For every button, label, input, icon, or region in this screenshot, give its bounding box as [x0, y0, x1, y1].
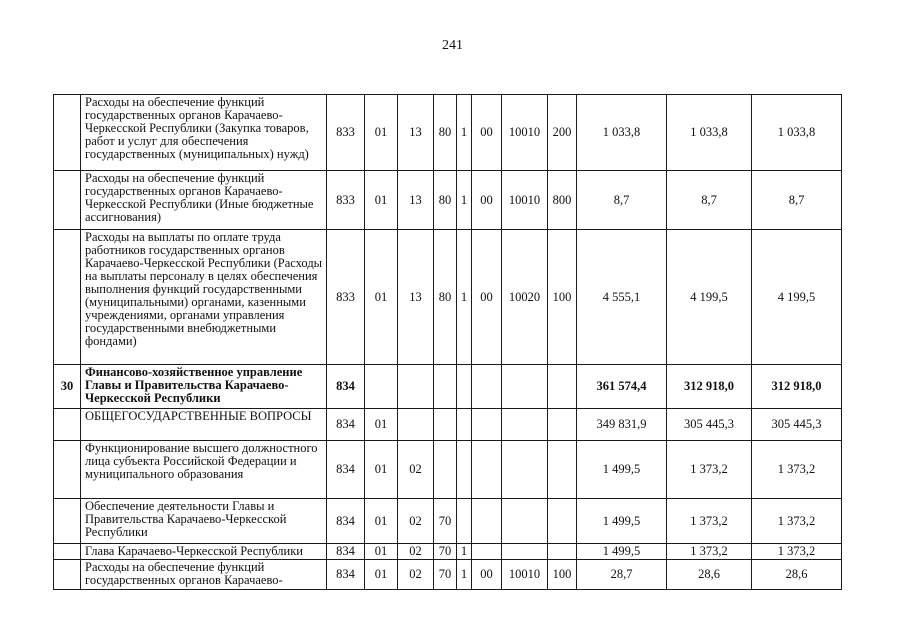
event-code-cell: 00	[472, 171, 502, 230]
expense-type-cell	[548, 409, 577, 441]
row-number-cell	[54, 560, 81, 590]
row-number-cell	[54, 499, 81, 544]
section-code-cell: 01	[365, 560, 398, 590]
program-code-cell	[434, 441, 457, 499]
amount-year1-cell: 1 499,5	[577, 441, 667, 499]
expense-type-cell: 100	[548, 230, 577, 365]
item-name-cell: Расходы на обеспечение функций государственных органов Карачаево-Черкесской Республики (Закупка товаров, работ и услуг для обеспечения государственных (муниципальных) нужд)	[81, 95, 327, 171]
table-row	[54, 230, 842, 365]
section-code-cell: 01	[365, 95, 398, 171]
section-code-cell	[365, 365, 398, 409]
program-code-cell: 80	[434, 171, 457, 230]
subsection-code-cell: 13	[398, 230, 434, 365]
table-row	[54, 171, 842, 230]
amount-year1-cell: 361 574,4	[577, 365, 667, 409]
amount-year3-cell: 305 445,3	[752, 409, 842, 441]
amount-year1-cell: 1 499,5	[577, 544, 667, 560]
item-name-cell: ОБЩЕГОСУДАРСТВЕННЫЕ ВОПРОСЫ	[81, 409, 327, 441]
amount-year1-cell: 1 499,5	[577, 499, 667, 544]
program-code-cell: 70	[434, 560, 457, 590]
row-number-cell	[54, 95, 81, 171]
item-name-cell: Расходы на обеспечение функций государственных органов Карачаево-	[81, 560, 327, 590]
amount-year2-cell: 312 918,0	[667, 365, 752, 409]
subsection-code-cell	[398, 365, 434, 409]
item-name-cell: Глава Карачаево-Черкесской Республики	[81, 544, 327, 560]
subprogram-code-cell: 1	[457, 171, 472, 230]
direction-code-cell	[502, 499, 548, 544]
program-code-cell: 80	[434, 95, 457, 171]
direction-code-cell: 10010	[502, 560, 548, 590]
event-code-cell	[472, 365, 502, 409]
direction-code-cell	[502, 365, 548, 409]
expense-type-cell	[548, 499, 577, 544]
subprogram-code-cell: 1	[457, 560, 472, 590]
ministry-code-cell: 833	[327, 230, 365, 365]
section-code-cell: 01	[365, 441, 398, 499]
amount-year2-cell: 8,7	[667, 171, 752, 230]
event-code-cell: 00	[472, 230, 502, 365]
program-code-cell	[434, 409, 457, 441]
table-row	[54, 365, 842, 409]
row-number-cell	[54, 230, 81, 365]
direction-code-cell: 10010	[502, 95, 548, 171]
ministry-code-cell: 834	[327, 544, 365, 560]
amount-year1-cell: 4 555,1	[577, 230, 667, 365]
subprogram-code-cell	[457, 441, 472, 499]
amount-year2-cell: 1 033,8	[667, 95, 752, 171]
direction-code-cell: 10020	[502, 230, 548, 365]
expense-type-cell: 100	[548, 560, 577, 590]
amount-year1-cell: 1 033,8	[577, 95, 667, 171]
program-code-cell: 70	[434, 544, 457, 560]
section-code-cell: 01	[365, 409, 398, 441]
subsection-code-cell: 02	[398, 560, 434, 590]
amount-year3-cell: 4 199,5	[752, 230, 842, 365]
table-row	[54, 544, 842, 560]
row-number-cell	[54, 544, 81, 560]
section-code-cell: 01	[365, 171, 398, 230]
subsection-code-cell: 02	[398, 441, 434, 499]
event-code-cell	[472, 441, 502, 499]
ministry-code-cell: 834	[327, 441, 365, 499]
amount-year2-cell: 28,6	[667, 560, 752, 590]
budget-table	[53, 94, 842, 590]
amount-year3-cell: 28,6	[752, 560, 842, 590]
item-name-cell: Функционирование высшего должностного лица субъекта Российской Федерации и муниципального образования	[81, 441, 327, 499]
subprogram-code-cell	[457, 365, 472, 409]
subprogram-code-cell	[457, 409, 472, 441]
event-code-cell: 00	[472, 95, 502, 171]
event-code-cell	[472, 409, 502, 441]
amount-year3-cell: 1 373,2	[752, 499, 842, 544]
table-body	[54, 95, 842, 590]
direction-code-cell	[502, 441, 548, 499]
section-code-cell: 01	[365, 230, 398, 365]
item-name-cell: Расходы на обеспечение функций государственных органов Карачаево-Черкесской Республики (Иные бюджетные ассигнования)	[81, 171, 327, 230]
ministry-code-cell: 833	[327, 171, 365, 230]
program-code-cell	[434, 365, 457, 409]
amount-year2-cell: 305 445,3	[667, 409, 752, 441]
item-name-cell: Финансово-хозяйственное управление Главы и Правительства Карачаево-Черкесской Республики	[81, 365, 327, 409]
expense-type-cell	[548, 441, 577, 499]
item-name-cell: Обеспечение деятельности Главы и Правительства Карачаево-Черкесской Республики	[81, 499, 327, 544]
subprogram-code-cell: 1	[457, 230, 472, 365]
expense-type-cell	[548, 365, 577, 409]
amount-year3-cell: 1 033,8	[752, 95, 842, 171]
amount-year2-cell: 1 373,2	[667, 441, 752, 499]
amount-year3-cell: 1 373,2	[752, 441, 842, 499]
row-number-cell	[54, 171, 81, 230]
event-code-cell	[472, 499, 502, 544]
subprogram-code-cell	[457, 499, 472, 544]
subsection-code-cell	[398, 409, 434, 441]
table-row	[54, 560, 842, 590]
amount-year3-cell: 1 373,2	[752, 544, 842, 560]
event-code-cell	[472, 544, 502, 560]
direction-code-cell	[502, 409, 548, 441]
subprogram-code-cell: 1	[457, 95, 472, 171]
direction-code-cell: 10010	[502, 171, 548, 230]
ministry-code-cell: 833	[327, 95, 365, 171]
event-code-cell: 00	[472, 560, 502, 590]
amount-year3-cell: 8,7	[752, 171, 842, 230]
program-code-cell: 70	[434, 499, 457, 544]
ministry-code-cell: 834	[327, 365, 365, 409]
table-row	[54, 441, 842, 499]
ministry-code-cell: 834	[327, 409, 365, 441]
row-number-cell	[54, 409, 81, 441]
ministry-code-cell: 834	[327, 560, 365, 590]
table-row	[54, 499, 842, 544]
subprogram-code-cell: 1	[457, 544, 472, 560]
row-number-cell	[54, 441, 81, 499]
amount-year2-cell: 1 373,2	[667, 544, 752, 560]
subsection-code-cell: 13	[398, 171, 434, 230]
subsection-code-cell: 02	[398, 544, 434, 560]
amount-year1-cell: 8,7	[577, 171, 667, 230]
table-row	[54, 409, 842, 441]
row-number-cell: 30	[54, 365, 81, 409]
section-code-cell: 01	[365, 544, 398, 560]
table-row	[54, 95, 842, 171]
program-code-cell: 80	[434, 230, 457, 365]
subsection-code-cell: 13	[398, 95, 434, 171]
amount-year2-cell: 1 373,2	[667, 499, 752, 544]
ministry-code-cell: 834	[327, 499, 365, 544]
subsection-code-cell: 02	[398, 499, 434, 544]
page-number: 241	[442, 38, 463, 53]
item-name-cell: Расходы на выплаты по оплате труда работников государственных органов Карачаево-Черкесской Республики (Расходы на выплаты персоналу в целях обеспечения выполнения функций государственными (муниципальными) органами, казенными учреждениями, органами управления государственными внебюджетными фондами)	[81, 230, 327, 365]
section-code-cell: 01	[365, 499, 398, 544]
expense-type-cell: 800	[548, 171, 577, 230]
amount-year2-cell: 4 199,5	[667, 230, 752, 365]
amount-year1-cell: 349 831,9	[577, 409, 667, 441]
direction-code-cell	[502, 544, 548, 560]
expense-type-cell	[548, 544, 577, 560]
amount-year1-cell: 28,7	[577, 560, 667, 590]
amount-year3-cell: 312 918,0	[752, 365, 842, 409]
expense-type-cell: 200	[548, 95, 577, 171]
